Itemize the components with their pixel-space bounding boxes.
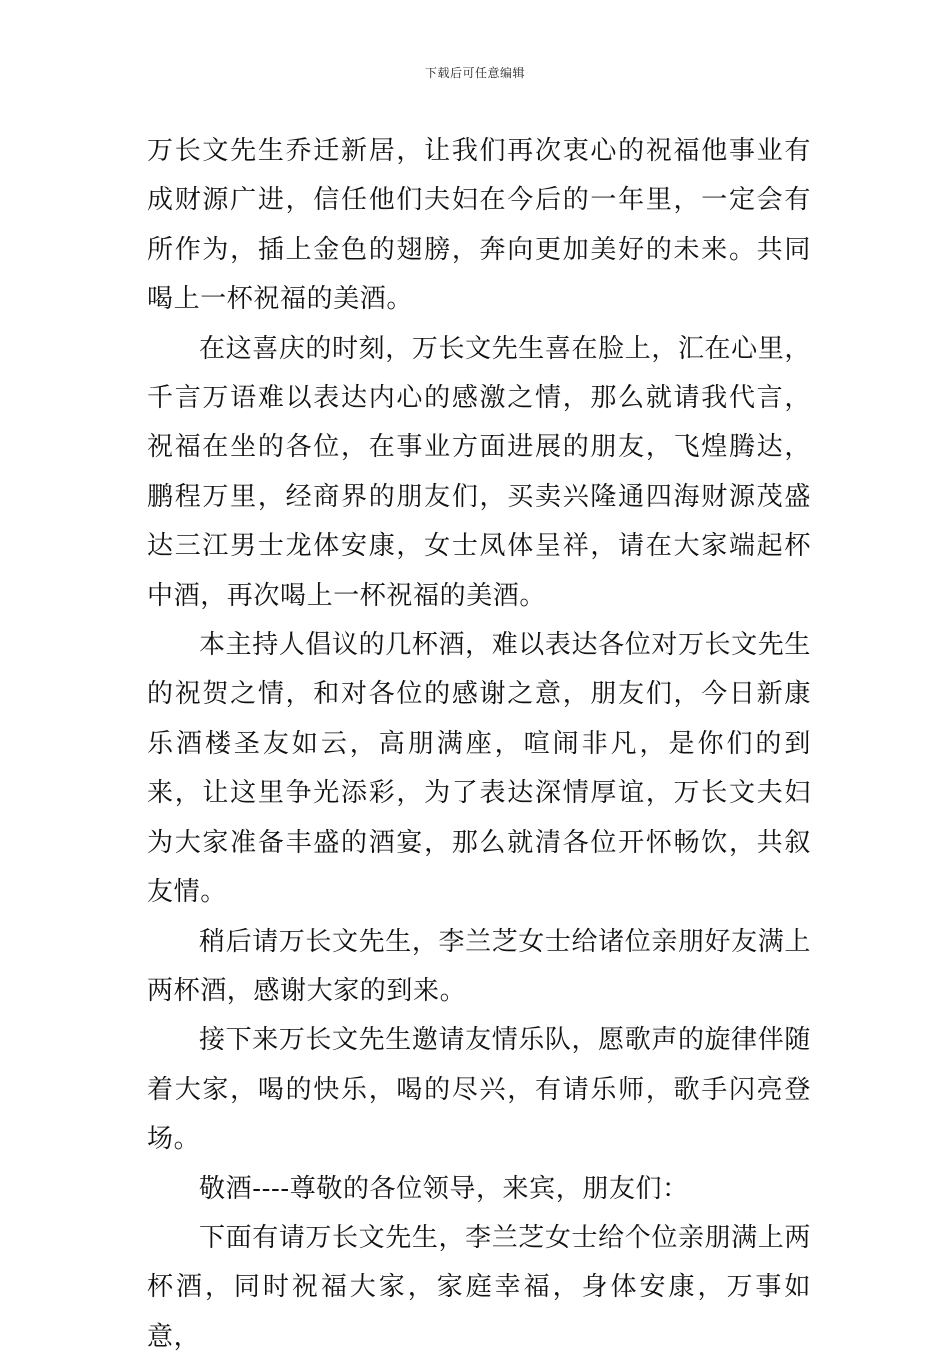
paragraph-2: 在这喜庆的时刻，万长文先生喜在脸上，汇在心里，千言万语难以表达内心的感激之情，那么就请我代言，祝福在坐的各位，在事业方面进展的朋友，飞煌腾达，鹏程万里，经商界的朋友们，买卖兴隆通四海财源茂盛达三江男士龙体安康，女士凤体呈祥，请在大家端起杯中酒，再次喝上一杯祝福的美酒。 — [147, 333, 811, 611]
paragraph-4: 稍后请万长文先生，李兰芝女士给诸位亲朋好友满上两杯酒，感谢大家的到来。 — [147, 926, 811, 1006]
paragraph-3: 本主持人倡议的几杯酒，难以表达各位对万长文先生的祝贺之情，和对各位的感谢之意，朋友们，今日新康乐酒楼圣友如云，高朋满座，喧闹非凡，是你们的到来，让这里争光添彩，为了表达深情厚谊，万长文夫妇为大家准备丰盛的酒宴，那么就清各位开怀畅饮，共叙友情。 — [147, 630, 811, 908]
paragraph-6: 敬酒----尊敬的各位领导，来宾，朋友们： — [199, 1173, 689, 1204]
paragraph-7: 下面有请万长文先生，李兰芝女士给个位亲朋满上两杯酒，同时祝福大家，家庭幸福，身体安康，万事如意， — [147, 1222, 811, 1352]
document-body — [147, 127, 811, 1362]
page-header: 下载后可任意编辑 — [424, 66, 525, 80]
paragraph-1: 万长文先生乔迁新居，让我们再次衷心的祝福他事业有成财源广进，信任他们夫妇在今后的一年里，一定会有所作为，插上金色的翅膀，奔向更加美好的未来。共同喝上一杯祝福的美酒。 — [147, 136, 811, 315]
paragraph-5: 接下来万长文先生邀请友情乐队，愿歌声的旋律伴随着大家，喝的快乐，喝的尽兴，有请乐师，歌手闪亮登场。 — [147, 1025, 811, 1155]
